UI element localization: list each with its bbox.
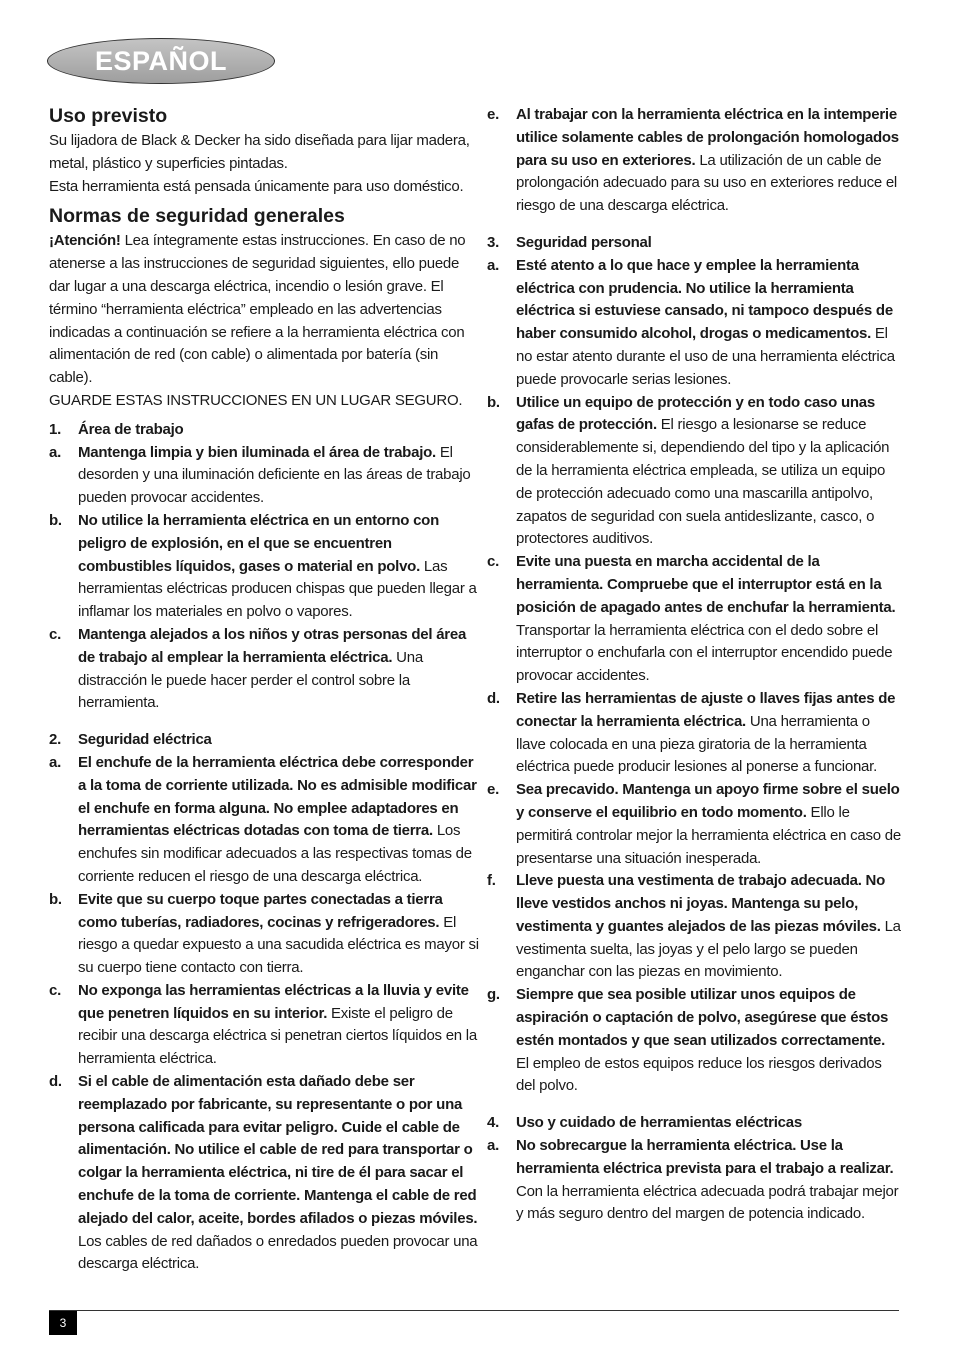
- paragraph: Esta herramienta está pensada únicamente para uso doméstico.: [49, 177, 464, 195]
- list-item: [487, 551, 901, 688]
- item-letter: a.: [487, 1137, 500, 1155]
- list-item: [487, 1135, 901, 1226]
- attention-label: ¡Atención!: [49, 232, 121, 250]
- item-text: Evite que su cuerpo toque partes conectadas a tierra como tuberías, radiadores, cocinas y refrigeradores. El riesgo a quedar expuesto a una sacudida eléctrica es mayor si su cuerpo tiene contacto con tierra.: [78, 890, 479, 977]
- item-text: Mantenga limpia y bien iluminada el área de trabajo. El desorden y una iluminación deficiente en las áreas de trabajo pueden provocar accidentes.: [78, 443, 471, 507]
- list-item: [487, 779, 901, 870]
- item-letter: c.: [49, 625, 62, 643]
- subsection-title: Área de trabajo: [78, 420, 184, 438]
- list-item: [49, 510, 481, 624]
- item-letter: e.: [487, 781, 500, 799]
- paragraph: Su lijadora de Black & Decker ha sido diseñada para lijar madera, metal, plástico y superficies pintadas.: [49, 132, 470, 172]
- item-text: Utilice un equipo de protección y en todo caso unas gafas de protección. El riesgo a lesionarse se reduce considerablemente si, dependiendo del tipo y la aplicación de la herramienta eléctrica empleada, se utiliza un equipo de protección adecuado como una mascarilla antipolvo, zapatos de seguridad con suela antideslizante, casco, o protectores auditivos.: [516, 393, 890, 548]
- list-item: [49, 752, 481, 889]
- list-item: [49, 1071, 481, 1276]
- list-item: [49, 442, 481, 510]
- attention-text: Lea íntegramente estas instrucciones. En caso de no atenerse a las instrucciones de seguridad siguientes, ello puede dar lugar a una descarga eléctrica, incendio o lesión grave. El término “herramienta eléctrica” empleado en las advertencias indicadas a continuación se refiere a la herramienta eléctrica con alimentación de red (con cable) o alimentada por batería (sin cable).: [49, 232, 466, 387]
- item-text: El enchufe de la herramienta eléctrica debe corresponder a la toma de corriente utilizada. No es admisible modificar el enchufe en forma alguna. No emplee adaptadores en herramientas eléctricas dotadas con toma de tierra. Los enchufes sin modificar adecuados a las respectivas tomas de corriente reducen el riesgo de una descarga eléctrica.: [78, 753, 477, 885]
- item-text: Si el cable de alimentación esta dañado debe ser reemplazado por fabricante, su representante o por una persona calificada para evitar peligro. Cuide el cable de alimentación. No utilice el cable de red para transportar o colgar la herramienta eléctrica, ni tire de él para sacar el enchufe de la toma de corriente. Mantenga el cable de red alejado del calor, aceite, bordes afilados o piezas móviles. Los cables de red dañados o enredados pueden provocar una descarga eléctrica.: [78, 1073, 478, 1273]
- list-item: [487, 870, 901, 984]
- right-column: [487, 104, 901, 1226]
- item-text: No sobrecargue la herramienta eléctrica. Use la herramienta eléctrica prevista para el trabajo a realizar. Con la herramienta eléctrica adecuada podrá trabajar mejor y más seguro dentro del margen de potencia indicado.: [516, 1137, 899, 1223]
- item-text: Al trabajar con la herramienta eléctrica en la intemperie utilice solamente cables de prolongación homologados para su uso en exteriores. La utilización de un cable de prolongación adecuado para su uso en exteriores reduce el riesgo de una descarga eléctrica.: [516, 106, 899, 215]
- item-text: Retire las herramientas de ajuste o llaves fijas antes de conectar la herramienta eléctrica. Una herramienta o llave colocada en una pieza giratoria de la herramienta eléctrica puede producir lesiones al ponerse a funcionar.: [516, 689, 896, 776]
- item-letter: b.: [49, 890, 62, 908]
- subsection-title: Uso y cuidado de herramientas eléctricas: [516, 1114, 802, 1132]
- item-text: No exponga las herramientas eléctricas a la lluvia y evite que penetren líquidos en su interior. Existe el peligro de recibir una descarga eléctrica si penetran ciertos líquidos en la herramienta eléctrica.: [78, 981, 477, 1068]
- section-title-uso-previsto: Uso previsto: [49, 105, 168, 127]
- list-item: [487, 392, 901, 552]
- page-number: 3: [49, 1311, 77, 1335]
- item-letter: c.: [49, 981, 62, 999]
- left-column: [49, 104, 481, 1276]
- list-item: [487, 984, 901, 1098]
- list-item: [487, 688, 901, 779]
- subsection-heading: [49, 419, 481, 442]
- item-text: Evite una puesta en marcha accidental de la herramienta. Compruebe que el interruptor está en la posición de apagado antes de enchufar la herramienta. Transportar la herramienta eléctrica con el dedo sobre el interruptor o enchufarla con el interruptor encendido puede provocar accidentes.: [516, 553, 896, 685]
- item-letter: a.: [487, 256, 500, 274]
- subsection-title: Seguridad eléctrica: [78, 731, 212, 749]
- item-letter: d.: [487, 689, 500, 707]
- attention-paragraph: [49, 230, 481, 390]
- item-number: 3.: [487, 233, 500, 251]
- item-text: No utilice la herramienta eléctrica en un entorno con peligro de explosión, en el que se encuentren combustibles líquidos, gases o material en polvo. Las herramientas eléctricas producen chispas que pueden llegar a inflamar los materiales en polvo o vapores.: [78, 511, 477, 621]
- item-letter: b.: [49, 511, 62, 529]
- item-text: Lleve puesta una vestimenta de trabajo adecuada. No lleve vestidos anchos ni joyas. Mantenga su pelo, vestimenta y guantes alejados de las piezas móviles. La vestimenta suelta, las joyas y el pelo largo se pueden enganchar con las piezas en movimiento.: [516, 872, 901, 981]
- subsection-heading: [49, 729, 481, 752]
- item-number: 1.: [49, 420, 62, 438]
- list-item: [487, 255, 901, 392]
- item-text: Esté atento a lo que hace y emplee la herramienta eléctrica con prudencia. No utilice la herramienta eléctrica si estuviese cansado, ni tampoco después de haber consumido alcohol, drogas o medicamentos. El no estar atento durante el uso de una herramienta eléctrica puede provocarle serias lesiones.: [516, 256, 895, 388]
- list-item: [487, 104, 901, 218]
- item-text: Sea precavido. Mantenga un apoyo firme sobre el suelo y conserve el equilibrio en todo momento. Ello le permitirá controlar mejor la herramienta eléctrica en caso de presentarse una situación inesperada.: [516, 781, 901, 867]
- item-letter: a.: [49, 443, 62, 461]
- subsection-heading: [487, 232, 901, 255]
- list-item: [49, 624, 481, 715]
- item-letter: b.: [487, 393, 500, 411]
- list-item: [49, 889, 481, 980]
- item-number: 4.: [487, 1114, 500, 1132]
- subsection-heading: [487, 1112, 901, 1135]
- item-letter: e.: [487, 106, 500, 123]
- item-letter: c.: [487, 553, 500, 571]
- section-title-normas: Normas de seguridad generales: [49, 205, 345, 228]
- footer-divider: [49, 1310, 899, 1311]
- item-letter: f.: [487, 872, 496, 890]
- item-number: 2.: [49, 731, 62, 749]
- keep-instructions: GUARDE ESTAS INSTRUCCIONES EN UN LUGAR SEGURO.: [49, 391, 463, 409]
- language-label: ESPAÑOL: [94, 45, 227, 76]
- item-letter: a.: [49, 753, 62, 771]
- item-letter: d.: [49, 1073, 62, 1091]
- item-text: Siempre que sea posible utilizar unos equipos de aspiración o captación de polvo, asegúrese que éstos estén montados y que sean utilizados correctamente. El empleo de estos equipos reduce los riesgos derivados del polvo.: [516, 986, 889, 1095]
- language-badge: [47, 38, 275, 84]
- item-text: Mantenga alejados a los niños y otras personas del área de trabajo al emplear la herramienta eléctrica. Una distracción le puede hacer perder el control sobre la herramienta.: [78, 625, 467, 712]
- list-item: [49, 980, 481, 1071]
- item-letter: g.: [487, 986, 500, 1004]
- subsection-title: Seguridad personal: [516, 233, 652, 251]
